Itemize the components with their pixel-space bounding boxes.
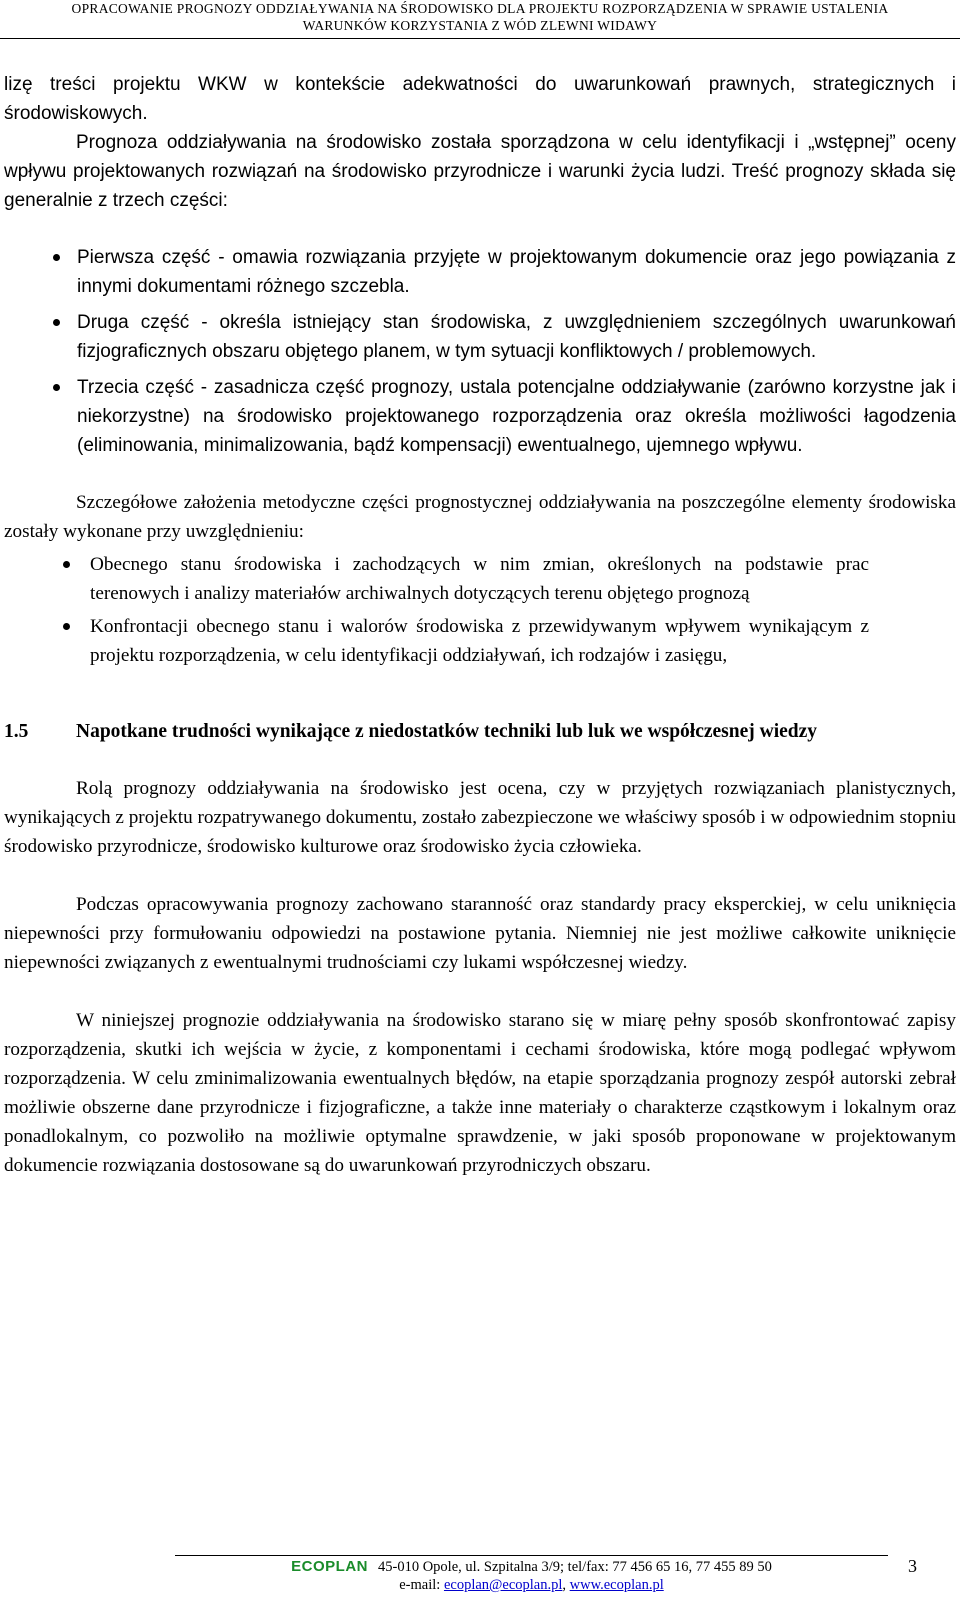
section-title: Napotkane trudności wynikające z niedostatków techniki lub luk we współczesnej wiedzy [76,721,818,742]
email-label: e-mail: [399,1577,444,1593]
header-divider [0,38,960,39]
page-header [0,0,960,38]
page-footer [175,1558,888,1594]
page-content [4,70,956,1180]
footer-separator: , [562,1577,570,1593]
list-item-text: Pierwsza część - omawia rozwiązania przyjęte w projektowanym dokumencie oraz jego powiązania z innymi dokumentami różnego szczebla. [77,247,956,297]
email-link[interactable]: ecoplan@ecoplan.pl [443,1577,563,1593]
list-item-text: Obecnego stanu środowiska i zachodzących w nim zmian, określonych na podstawie prac terenowych i analizy materiałów archiwalnych dotyczących terenu objętego prognozą [90,554,869,604]
prognosis-parts-list [4,243,956,460]
list-item [4,308,956,366]
company-logo-text: ECOPLAN [291,1558,368,1575]
company-address: 45-010 Opole, ul. Szpitalna 3/9; tel/fax: 77 456 65 16, 77 455 89 50 [377,1559,772,1575]
list-item [4,243,956,301]
list-item-text: Druga część - określa istniejący stan środowiska, z uwzględnieniem szczególnych uwarunkowań fizjograficznych obszaru objętego planem, w tym sytuacji konfliktowych / problemowych. [77,312,956,362]
header-line-2: WARUNKÓW KORZYSTANIA Z WÓD ZLEWNI WIDAWY [302,18,658,33]
list-item-text: Trzecia część - zasadnicza część prognozy, ustala potencjalne oddziaływanie (zarówno korzystne jak i niekorzystne) na środowisko projektowanego rozporządzenia oraz określa możliwości łagodzenia (eliminowania, minimalizowania, bądź kompensacji) ewentualnego, ujemnego wpływu. [77,377,956,456]
intro-paragraph-continued: lizę treści projektu WKW w kontekście adekwatności do uwarunkowań prawnych, strategicznych i środowiskowych. [4,74,956,124]
list-item [4,373,956,460]
bullet-icon [53,384,60,391]
body-paragraph-2: Podczas opracowywania prognozy zachowano staranność oraz standardy pracy eksperckiej, w celu uniknięcia niepewności przy formułowaniu odpowiedzi na postawione pytania. Niemniej nie jest możliwe całkowite uniknięcie niepewności związanych z ewentualnymi trudnościami czy lukami współczesnej wiedzy. [4,894,956,973]
bullet-icon [63,561,70,568]
page-number: 3 [908,1556,917,1576]
website-link[interactable]: www.ecoplan.pl [569,1577,664,1593]
bullet-icon [53,319,60,326]
footer-line-2 [175,1576,888,1594]
body-paragraph-1: Rolą prognozy oddziaływania na środowisko jest ocena, czy w przyjętych rozwiązaniach planistycznych, wynikających z projektu rozpatrywanego dokumentu, zostało zabezpieczone we właściwy sposób i w odpowiednim stopniu środowisko przyrodnicze, środowisko kulturowe oraz środowisko życia człowieka. [4,778,956,857]
section-number: 1.5 [4,721,29,742]
assumptions-list [4,550,869,670]
body-paragraph-3: W niniejszej prognozie oddziaływania na środowisko starano się w miarę pełny sposób skonfrontować zapisy rozporządzenia, skutki ich wejścia w życie, z komponentami i cechami środowiska, które mogą podlegać wpływom rozporządzenia. W celu zminimalizowania ewentualnych błędów, na etapie sporządzania prognozy zespół autorski zebrał możliwie obszerne dane przyrodnicze i fizjograficzne, a także inne materiały o charakterze cząstkowym i lokalnym oraz ponadlokalnym, co pozwoliło na możliwie optymalne sprawdzenie, w jaki sposób proponowane w projektowanym dokumencie rozwiązania dostosowane są do uwarunkowań przyrodniczych obszaru. [4,1010,956,1176]
footer-divider [175,1555,888,1556]
section-heading [4,717,946,746]
list-item-text: Konfrontacji obecnego stanu i walorów środowiska z przewidywanym wpływem wynikającym z projektu rozporządzenia, w celu identyfikacji oddziaływań, ich rodzajów i zasięgu, [90,616,869,666]
bullet-icon [63,623,70,630]
list-item [4,612,869,670]
bullet-icon [53,254,60,261]
intro-paragraph: Prognoza oddziaływania na środowisko została sporządzona w celu identyfikacji i „wstępnej” oceny wpływu projektowanych rozwiązań na środowisko przyrodnicze i warunki życia ludzi. Treść prognozy składa się generalnie z trzech części: [4,132,956,211]
footer-line-1 [175,1558,888,1576]
list-item [4,550,869,608]
header-line-1: OPRACOWANIE PROGNOZY ODDZIAŁYWANIA NA ŚRODOWISKO DLA PROJEKTU ROZPORZĄDZENIA W SPRAWIE USTALENIA [71,1,889,16]
assumptions-intro: Szczegółowe założenia metodyczne części prognostycznej oddziaływania na poszczególne elementy środowiska zostały wykonane przy uwzględnieniu: [4,492,956,542]
